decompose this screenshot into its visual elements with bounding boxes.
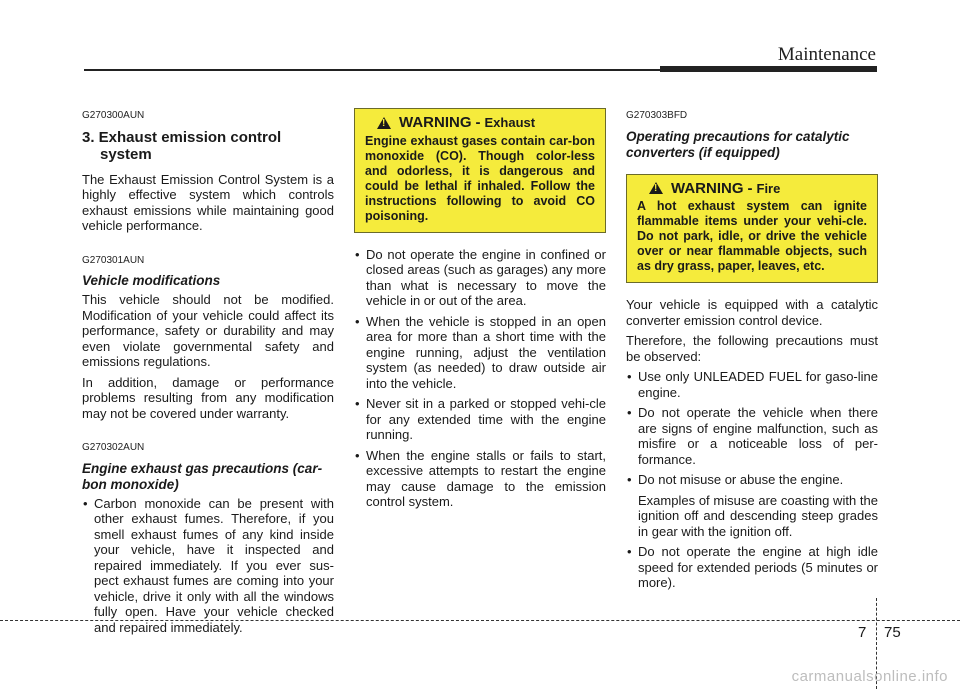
misuse-examples: Examples of misuse are coasting with the ignition off and descending steep grades in gear with the ignition off. — [638, 492, 878, 539]
subsection-code: G270303BFD — [626, 110, 688, 121]
list-item: • When the vehicle is stopped in an open area for more than a short time with the engine running, adjust the ventilation system (as needed) to draw outside air into the vehicle. — [354, 314, 606, 392]
list-item: • Never sit in a parked or stopped vehi-cle for any extended time with the engine running. — [354, 396, 606, 443]
subsection-title-catalytic: Operating precautions for catalytic converters (if equipped) — [626, 128, 850, 160]
warning-triangle-icon: ! — [377, 117, 391, 129]
header-rule — [84, 69, 660, 71]
subsection-code: G270302AUN — [82, 442, 145, 453]
watermark: carmanualsonline.info — [791, 668, 948, 685]
header-title: Maintenance — [777, 44, 876, 65]
warning-separator: - — [747, 179, 753, 197]
intro-paragraph: The Exhaust Emission Control System is a highly effective system which controls exhaust emissions while maintaining good vehicle performance. — [82, 171, 334, 233]
page-number: 75 — [884, 624, 901, 641]
paragraph: In addition, damage or performance problems resulting from any modification may not be covered under warranty. — [82, 374, 334, 421]
warning-box-exhaust — [354, 108, 606, 233]
list-item: • Use only UNLEADED FUEL for gaso-line engine. — [626, 369, 878, 400]
list-item: • Do not operate the engine at high idle speed for extended periods (5 minutes or more). — [626, 544, 878, 591]
warning-text: Engine exhaust gases contain car-bon monoxide (CO). Though color-less and odorless, it is dangerous and could be lethal if inhaled. Follow the instructions following to avoid CO poisoning. — [365, 133, 595, 223]
warning-text: A hot exhaust system can ignite flammable items under your vehi-cle. Do not park, idle, or drive the vehicle over or near flammable objects, such as dry grass, paper, leaves, etc. — [637, 199, 867, 273]
column-middle — [354, 108, 606, 515]
subsection-title-exhaust-gas: Engine exhaust gas precautions (car-bon monoxide) — [82, 460, 323, 492]
paragraph: Therefore, the following precautions must be observed: — [626, 333, 878, 364]
warning-header — [637, 181, 867, 197]
section-title: 3. Exhaust emission control system — [82, 128, 282, 163]
paragraph: This vehicle should not be modified. Modification of your vehicle could affect its performance, safety or durability and may even violate governmental safety and emissions regulations. — [82, 292, 334, 369]
bullet-list — [626, 544, 878, 591]
warning-label: WARNING — [399, 114, 472, 131]
column-left — [82, 108, 334, 640]
chapter-number: 7 — [858, 624, 867, 641]
subsection-title-modifications: Vehicle modifications — [82, 273, 221, 288]
header-rule-accent — [660, 66, 877, 72]
warning-topic: Exhaust — [484, 115, 536, 130]
footer-rule — [0, 620, 960, 621]
warning-separator: - — [475, 114, 481, 131]
section-code: G270300AUN — [82, 110, 145, 121]
warning-label: WARNING — [671, 179, 744, 197]
list-item: • Do not operate the vehicle when there are signs of engine malfunction, such as misfire or a noticeable loss of per-formance. — [626, 405, 878, 467]
bullet-list — [626, 369, 878, 488]
list-item: • Do not operate the engine in confined or closed areas (such as garages) any more than what is necessary to move the vehicle in or out of the area. — [354, 247, 606, 309]
subsection-code: G270301AUN — [82, 254, 145, 266]
paragraph: Your vehicle is equipped with a catalytic converter emission control device. — [626, 297, 878, 328]
warning-topic: Fire — [756, 180, 781, 196]
warning-triangle-icon: ! — [649, 182, 663, 194]
list-item: • When the engine stalls or fails to start, excessive attempts to restart the engine may cause damage to the emission control system. — [354, 448, 606, 510]
list-item: • Carbon monoxide can be present with other exhaust fumes. Therefore, if you smell exhaust fumes of any kind inside your vehicle, have it inspected and repaired immediately. If you ever sus-pect exhaust fumes are coming into your vehicle, drive it only with all the windows fully open. Have your vehicle checked and repaired immediately. — [82, 496, 334, 636]
warning-header — [365, 115, 595, 131]
bullet-list — [354, 247, 606, 510]
bullet-list — [82, 496, 334, 636]
list-item: • Do not misuse or abuse the engine. — [626, 472, 878, 488]
column-right — [626, 108, 878, 596]
warning-box-fire — [626, 174, 878, 284]
